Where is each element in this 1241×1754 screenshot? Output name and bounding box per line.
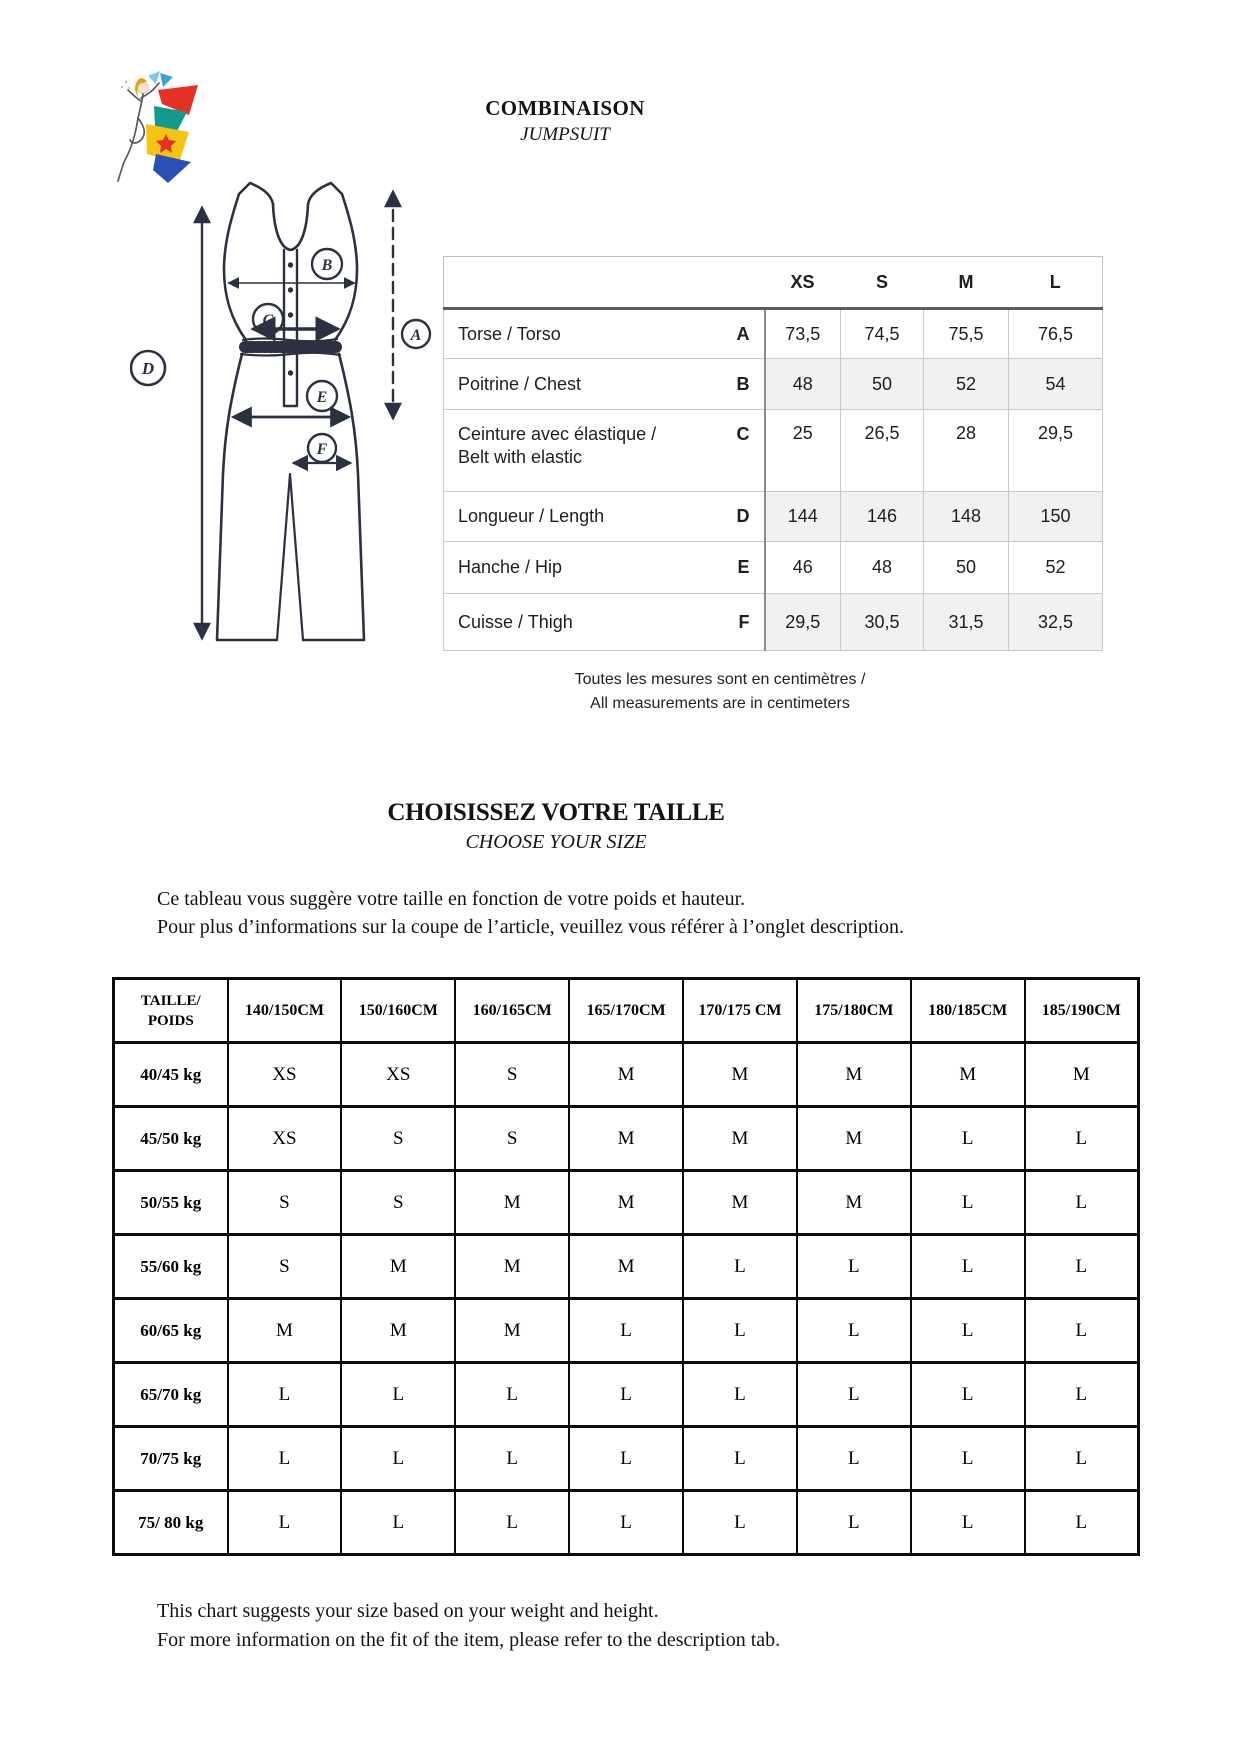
choose-size-heading-block [0, 799, 1112, 854]
measure-label-cell [444, 492, 765, 542]
size-cell: L [911, 1491, 1025, 1555]
size-cell: L [1025, 1107, 1139, 1171]
size-cell: XS [228, 1107, 342, 1171]
height-column-header: 150/160CM [341, 979, 455, 1043]
measure-letter: F [738, 611, 750, 632]
marker-letter-a: A [410, 326, 422, 344]
size-cell: M [683, 1171, 797, 1235]
jumpsuit-measurement-diagram [130, 178, 435, 666]
measure-row [444, 359, 1103, 410]
size-cell: M [569, 1043, 683, 1107]
choose-size-heading-fr: CHOISISSEZ VOTRE TAILLE [387, 799, 725, 826]
measure-label-cell [444, 542, 765, 594]
height-column-header: 160/165CM [455, 979, 569, 1043]
marker-letter-f: F [316, 440, 328, 458]
size-cell: L [1025, 1235, 1139, 1299]
size-cell: L [683, 1491, 797, 1555]
measure-value: 146 [841, 492, 924, 542]
measure-value: 75,5 [924, 309, 1009, 359]
size-chart-outro-line1: This chart suggests your size based on your weight and height. [157, 1600, 659, 1622]
measure-letter: D [736, 506, 750, 526]
size-cell: M [455, 1299, 569, 1363]
size-cell: L [228, 1491, 342, 1555]
size-cell: S [341, 1107, 455, 1171]
height-column-header: 180/185CM [911, 979, 1025, 1043]
measure-value: 74,5 [841, 309, 924, 359]
measure-row [444, 542, 1103, 594]
size-cell: M [797, 1043, 911, 1107]
size-cell: L [911, 1107, 1025, 1171]
size-chart-row [114, 1107, 1139, 1171]
marker-letter-e: E [316, 388, 328, 406]
size-cell: L [797, 1427, 911, 1491]
measure-value: 32,5 [1009, 594, 1103, 651]
choose-size-heading-en: CHOOSE YOUR SIZE [465, 831, 647, 853]
size-cell: M [569, 1107, 683, 1171]
size-cell: L [228, 1363, 342, 1427]
measure-value: 29,5 [765, 594, 841, 651]
size-chart-corner [114, 979, 228, 1043]
corner-line1: TAILLE/ [140, 992, 201, 1009]
size-cell: M [797, 1171, 911, 1235]
size-chart-intro-line1: Ce tableau vous suggère votre taille en fonction de votre poids et hauteur. [157, 888, 746, 910]
measure-row [444, 492, 1103, 542]
measure-value: 31,5 [924, 594, 1009, 651]
size-cell: L [341, 1363, 455, 1427]
size-cell: L [455, 1363, 569, 1427]
size-cell: L [1025, 1171, 1139, 1235]
height-column-header: 175/180CM [797, 979, 911, 1043]
size-chart-table [112, 977, 1140, 1556]
measure-label-cell [444, 594, 765, 651]
measure-value: 52 [924, 359, 1009, 410]
size-cell: M [228, 1299, 342, 1363]
size-column-header: M [924, 257, 1009, 309]
weight-row-header: 70/75 kg [114, 1427, 228, 1491]
weight-row-header: 65/70 kg [114, 1363, 228, 1427]
size-cell: L [911, 1427, 1025, 1491]
size-cell: L [455, 1491, 569, 1555]
size-cell: L [797, 1235, 911, 1299]
measure-label: Poitrine / Chest [458, 373, 582, 394]
size-cell: L [228, 1427, 342, 1491]
size-cell: L [911, 1363, 1025, 1427]
size-chart-body [114, 1043, 1139, 1555]
size-cell: L [569, 1427, 683, 1491]
size-cell: L [569, 1299, 683, 1363]
weight-row-header: 55/60 kg [114, 1235, 228, 1299]
size-cell: M [797, 1107, 911, 1171]
size-cell: M [911, 1043, 1025, 1107]
marker-letter-b: B [321, 256, 333, 274]
units-note-fr: Toutes les mesures sont en centimètres / [574, 671, 866, 688]
size-cell: L [569, 1363, 683, 1427]
measure-value: 73,5 [765, 309, 841, 359]
size-cell: M [455, 1171, 569, 1235]
size-cell: L [1025, 1491, 1139, 1555]
size-column-header: L [1009, 257, 1103, 309]
page-title-fr: COMBINAISON [485, 96, 645, 120]
measure-letter: C [736, 424, 750, 444]
size-chart-row [114, 1299, 1139, 1363]
measure-letter: B [736, 373, 750, 394]
measure-label: Hanche / Hip [458, 557, 563, 577]
measure-value: 30,5 [841, 594, 924, 651]
measure-value: 48 [841, 542, 924, 594]
measure-row [444, 594, 1103, 651]
measure-letter: A [736, 323, 750, 344]
measure-label-cell [444, 359, 765, 410]
weight-row-header: 60/65 kg [114, 1299, 228, 1363]
size-cell: L [1025, 1363, 1139, 1427]
size-chart-row [114, 1363, 1139, 1427]
measure-label-cell [444, 309, 765, 359]
size-cell: XS [228, 1043, 342, 1107]
size-cell: S [455, 1043, 569, 1107]
jumpsuit-sketch [217, 183, 364, 640]
size-chart-header-row [114, 979, 1139, 1043]
size-cell: S [455, 1107, 569, 1171]
measure-value: 26,5 [841, 410, 924, 492]
size-cell: M [569, 1171, 683, 1235]
measurement-table-header-row [444, 257, 1103, 309]
size-cell: S [341, 1171, 455, 1235]
size-cell: XS [341, 1043, 455, 1107]
height-column-header: 165/170CM [569, 979, 683, 1043]
size-chart-outro [157, 1597, 1157, 1655]
size-column-header: XS [765, 257, 841, 309]
corner-line2: POIDS [147, 1012, 194, 1029]
size-chart-row [114, 1235, 1139, 1299]
units-note-en: All measurements are in centimeters [590, 695, 850, 712]
height-column-header: 170/175 CM [683, 979, 797, 1043]
measure-row [444, 410, 1103, 492]
size-cell: S [228, 1171, 342, 1235]
size-cell: M [341, 1235, 455, 1299]
size-cell: M [683, 1043, 797, 1107]
measure-value: 76,5 [1009, 309, 1103, 359]
page-title-block [0, 96, 1130, 146]
measure-label: Longueur / Length [458, 506, 605, 526]
size-chart-row [114, 1491, 1139, 1555]
page-title-en: JUMPSUIT [520, 124, 610, 145]
size-cell: L [911, 1171, 1025, 1235]
size-cell: L [683, 1299, 797, 1363]
size-cell: M [341, 1299, 455, 1363]
height-column-header: 140/150CM [228, 979, 342, 1043]
size-chart-intro [157, 885, 1157, 940]
measurement-table-corner [444, 257, 765, 309]
size-cell: L [797, 1363, 911, 1427]
measure-value: 150 [1009, 492, 1103, 542]
size-cell: L [797, 1299, 911, 1363]
measure-label-cell [444, 410, 765, 492]
measure-label: Torse / Torso [458, 323, 561, 344]
marker-letter-c: C [262, 311, 274, 329]
measure-value: 28 [924, 410, 1009, 492]
marker-letter-d: D [141, 359, 155, 379]
size-cell: L [1025, 1299, 1139, 1363]
height-column-header: 185/190CM [1025, 979, 1139, 1043]
measure-value: 50 [841, 359, 924, 410]
weight-row-header: 50/55 kg [114, 1171, 228, 1235]
size-chart-row [114, 1427, 1139, 1491]
units-note [380, 668, 1060, 716]
measure-value: 29,5 [1009, 410, 1103, 492]
size-column-header: S [841, 257, 924, 309]
size-cell: L [683, 1363, 797, 1427]
measure-value: 48 [765, 359, 841, 410]
weight-row-header: 75/ 80 kg [114, 1491, 228, 1555]
size-cell: S [228, 1235, 342, 1299]
measure-value: 46 [765, 542, 841, 594]
size-cell: M [569, 1235, 683, 1299]
size-chart-intro-line2: Pour plus d’informations sur la coupe de l’article, veuillez vous référer à l’onglet description. [157, 916, 904, 938]
size-cell: L [683, 1235, 797, 1299]
measure-value: 50 [924, 542, 1009, 594]
measure-value: 54 [1009, 359, 1103, 410]
measure-value: 52 [1009, 542, 1103, 594]
size-chart-row [114, 1043, 1139, 1107]
size-cell: L [341, 1427, 455, 1491]
measure-label: Cuisse / Thigh [458, 611, 573, 632]
size-chart-row [114, 1171, 1139, 1235]
measure-value: 25 [765, 410, 841, 492]
measure-label: Ceinture avec élastique / Belt with elastic [458, 424, 657, 467]
size-cell: L [911, 1235, 1025, 1299]
size-chart-outro-line2: For more information on the fit of the item, please refer to the description tab. [157, 1629, 781, 1651]
measure-value: 144 [765, 492, 841, 542]
measurement-table-body [444, 309, 1103, 651]
size-cell: L [569, 1491, 683, 1555]
size-cell: L [683, 1427, 797, 1491]
size-cell: L [797, 1491, 911, 1555]
size-cell: L [455, 1427, 569, 1491]
weight-row-header: 40/45 kg [114, 1043, 228, 1107]
size-cell: M [683, 1107, 797, 1171]
measure-letter: E [737, 557, 750, 577]
measure-row [444, 309, 1103, 359]
size-cell: M [1025, 1043, 1139, 1107]
measurement-table [443, 256, 1103, 651]
size-cell: L [1025, 1427, 1139, 1491]
measure-value: 148 [924, 492, 1009, 542]
size-cell: M [455, 1235, 569, 1299]
size-cell: L [911, 1299, 1025, 1363]
weight-row-header: 45/50 kg [114, 1107, 228, 1171]
size-cell: L [341, 1491, 455, 1555]
